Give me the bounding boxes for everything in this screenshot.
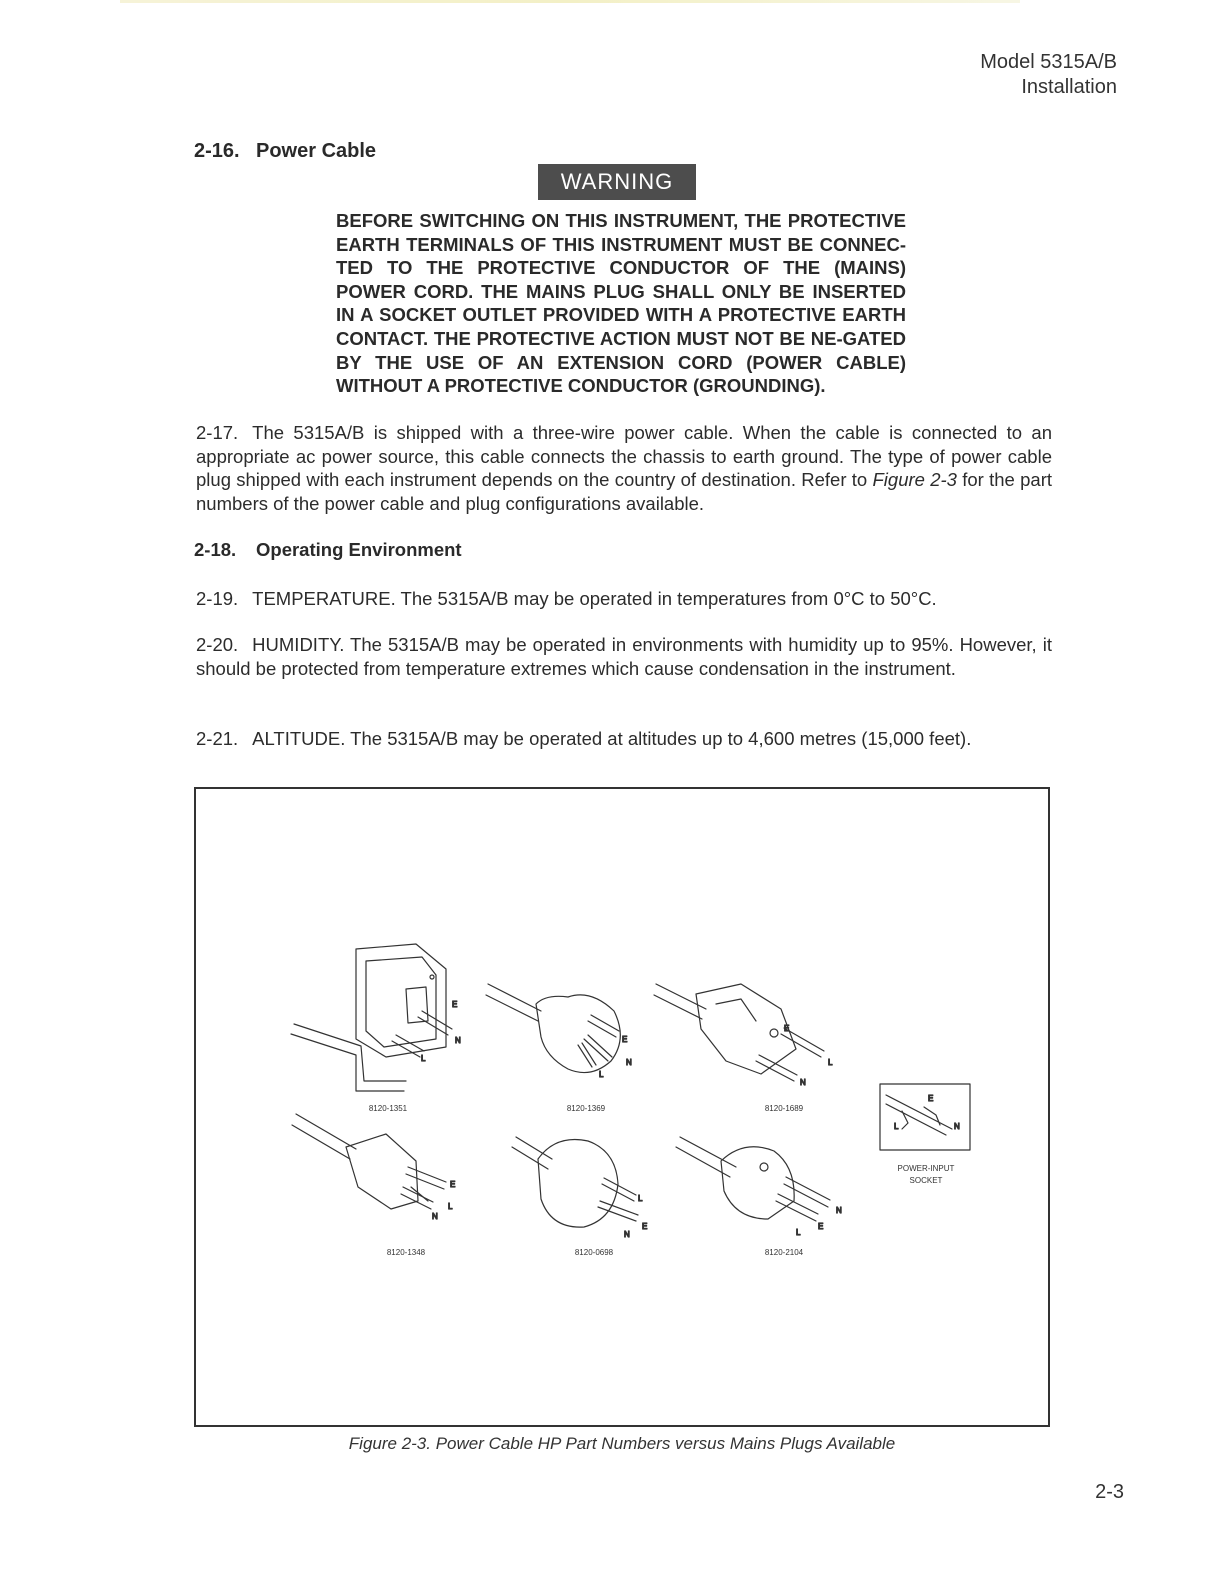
part-number-label: 8120-1689 <box>764 1104 804 1113</box>
plug-illustrations <box>196 789 1048 1425</box>
section-heading-power-cable <box>194 140 376 163</box>
paragraph-number: 2-19. <box>196 588 239 609</box>
plug-illustration-8120-0698 <box>512 1137 638 1227</box>
pin-label-line: L <box>828 1058 833 1067</box>
paragraph-text: TEMPERATURE. The 5315A/B may be operated in temperatures from 0°C to 50°C. <box>252 588 937 609</box>
paragraph-number: 2-17. <box>196 422 239 443</box>
page-number: 2-3 <box>1095 1481 1124 1503</box>
pin-label-line: L <box>599 1070 604 1079</box>
pin-label-earth: E <box>622 1035 628 1044</box>
pin-label-earth: E <box>928 1094 934 1103</box>
figure-reference: Figure 2-3 <box>872 469 957 491</box>
pin-label-neutral: N <box>455 1036 461 1045</box>
header-model: Model 5315A/B <box>980 51 1117 73</box>
paragraph-text: HUMIDITY. The 5315A/B may be operated in environments with humidity up to 95%. However, it should be protected from temperature extremes which cause condensation in the instrument. <box>196 634 1052 679</box>
pin-label-earth: E <box>452 1000 458 1009</box>
pin-label-neutral: N <box>626 1058 632 1067</box>
pin-label-earth: E <box>818 1222 824 1231</box>
paragraph-text: ALTITUDE. The 5315A/B may be operated at altitudes up to 4,600 metres (15,000 feet). <box>252 728 972 749</box>
paragraph-2-20 <box>196 633 1052 680</box>
header-section: Installation <box>1021 76 1117 98</box>
paragraph-number: 2-21. <box>196 728 239 749</box>
part-number-label: 8120-2104 <box>764 1248 804 1257</box>
paragraph-2-19 <box>196 587 1052 611</box>
paragraph-text-b: for the part numbers of the power cable and plug configurations available. <box>196 469 1052 514</box>
pin-label-line: L <box>638 1194 643 1203</box>
part-number-label: 8120-1348 <box>386 1248 426 1257</box>
pin-label-earth: E <box>784 1024 790 1033</box>
section-heading-operating-environment <box>194 539 462 561</box>
part-number-label: 8120-1369 <box>566 1104 606 1113</box>
part-number-label: 8120-1351 <box>368 1104 408 1113</box>
figure-2-3 <box>194 787 1050 1427</box>
pin-label-neutral: N <box>432 1212 438 1221</box>
section-title: Power Cable <box>256 140 377 162</box>
plug-illustration-8120-2104 <box>676 1137 830 1221</box>
pin-label-neutral: N <box>836 1206 842 1215</box>
socket-label-line-1: POWER-INPUT <box>897 1164 955 1173</box>
pin-label-line: L <box>448 1202 453 1211</box>
plug-illustration-8120-1351 <box>291 944 452 1091</box>
pin-label-earth: E <box>642 1222 648 1231</box>
section-number: 2-18. <box>194 539 237 560</box>
pin-label-line: L <box>421 1054 426 1063</box>
top-edge-tint <box>120 0 1020 3</box>
plug-illustration-8120-1369 <box>486 984 620 1073</box>
plug-illustration-8120-1348 <box>292 1114 446 1209</box>
section-number: 2-16. <box>194 140 240 162</box>
pin-label-line: L <box>796 1228 801 1237</box>
page-header <box>980 50 1117 100</box>
warning-text: BEFORE SWITCHING ON THIS INSTRUMENT, THE PROTECTIVE EARTH TERMINALS OF THIS INSTRUMENT MUST BE CONNEC-TED TO THE PROTECTIVE CONDUCTOR OF THE (MAINS) POWER CORD. THE MAINS PLUG SHALL ONLY BE INSERTED IN A SOCKET OUTLET PROVIDED WITH A PROTECTIVE EARTH CONTACT. THE PROTECTIVE ACTION MUST NOT BE NE-GATED BY THE USE OF AN EXTENSION CORD (POWER CABLE) WITHOUT A PROTECTIVE CONDUCTOR (GROUNDING). <box>336 210 906 397</box>
section-title: Operating Environment <box>256 539 462 560</box>
warning-badge: WARNING <box>538 164 696 200</box>
part-number-label: 8120-0698 <box>574 1248 614 1257</box>
pin-label-neutral: N <box>624 1230 630 1239</box>
socket-label-line-2: SOCKET <box>909 1176 943 1185</box>
paragraph-2-17 <box>196 421 1052 515</box>
pin-label-line: L <box>894 1122 899 1131</box>
paragraph-number: 2-20. <box>196 634 239 655</box>
figure-caption: Figure 2-3. Power Cable HP Part Numbers versus Mains Plugs Available <box>348 1434 896 1453</box>
power-input-socket-illustration <box>880 1084 970 1150</box>
pin-label-neutral: N <box>800 1078 806 1087</box>
paragraph-2-21 <box>196 727 1052 751</box>
pin-label-neutral: N <box>954 1122 960 1131</box>
pin-label-earth: E <box>450 1180 456 1189</box>
paragraph-text-a: The 5315A/B is shipped with a three-wire power cable. When the cable is connected to an appropriate ac power source, this cable connects the chassis to earth ground. The type of power cable plug shipped with each instrument depends on the country of destination. Refer to <box>196 422 1052 491</box>
plug-illustration-8120-1689 <box>654 984 824 1081</box>
